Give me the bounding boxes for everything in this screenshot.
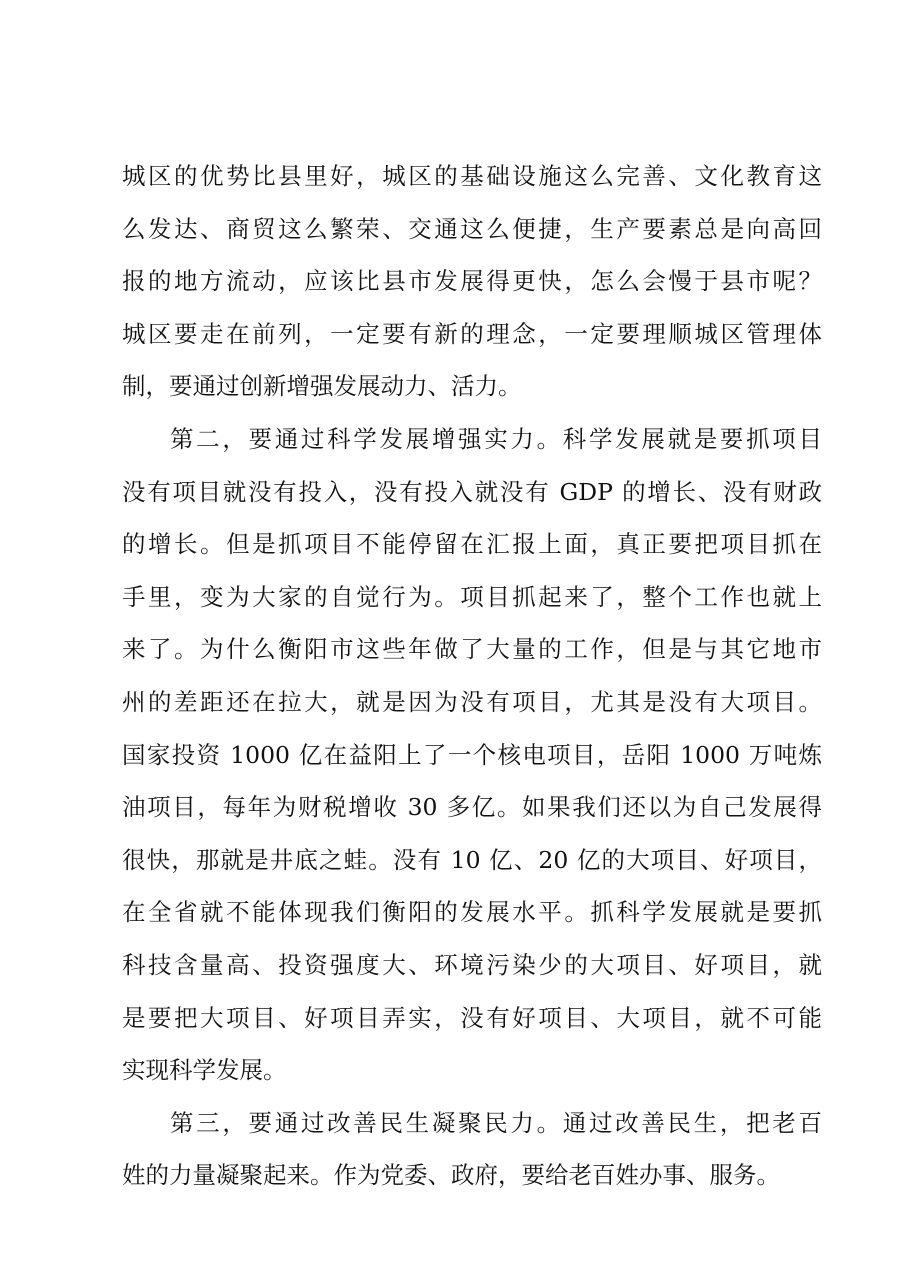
text-line: 手里，变为大家的自觉行为。项目抓起来了，整个工作也就上	[122, 582, 822, 611]
paragraph-third-point	[122, 1097, 822, 1202]
text-line: 城区的优势比县里好，城区的基础设施这么完善、文化教育这	[122, 162, 822, 190]
text-line: 第二，要通过科学发展增强实力。科学发展就是要抓项目	[170, 424, 822, 453]
text-line: 油项目，每年为财税增收 30 多亿。如果我们还以为自己发展得	[122, 793, 822, 822]
text-line: 的增长。但是抓项目不能停留在汇报上面，真正要把项目抓在	[122, 530, 822, 559]
text-line: 制，要通过创新增强发展动力、活力。	[122, 372, 522, 401]
text-line: 实现科学发展。	[122, 1056, 287, 1085]
text-line: 姓的力量凝聚起来。作为党委、政府，要给老百姓办事、服务。	[122, 1161, 780, 1190]
text-line: 没有项目就没有投入，没有投入就没有 GDP 的增长、没有财政	[122, 477, 822, 506]
text-line: 么发达、商贸这么繁荣、交通这么便捷，生产要素总是向高回	[122, 214, 822, 243]
text-line: 很快，那就是井底之蛙。没有 10 亿、20 亿的大项目、好项目，	[122, 845, 822, 874]
document-body	[122, 150, 822, 1202]
text-line: 报的地方流动，应该比县市发展得更快，怎么会慢于县市呢？	[122, 267, 822, 296]
text-line: 是要把大项目、好项目弄实，没有好项目、大项目，就不可能	[122, 1003, 822, 1032]
paragraph-second-point	[122, 413, 822, 1097]
paragraph-urban-advantage	[122, 150, 822, 413]
text-line: 科技含量高、投资强度大、环境污染少的大项目、好项目，就	[122, 950, 822, 979]
text-line: 第三，要通过改善民生凝聚民力。通过改善民生，把老百	[170, 1108, 822, 1137]
text-line: 国家投资 1000 亿在益阳上了一个核电项目，岳阳 1000 万吨炼	[122, 740, 822, 769]
text-line: 在全省就不能体现我们衡阳的发展水平。抓科学发展就是要抓	[122, 898, 822, 927]
text-line: 城区要走在前列，一定要有新的理念，一定要理顺城区管理体	[122, 319, 822, 348]
text-line: 来了。为什么衡阳市这些年做了大量的工作，但是与其它地市	[122, 635, 822, 664]
text-line: 州的差距还在拉大，就是因为没有项目，尤其是没有大项目。	[122, 687, 822, 716]
